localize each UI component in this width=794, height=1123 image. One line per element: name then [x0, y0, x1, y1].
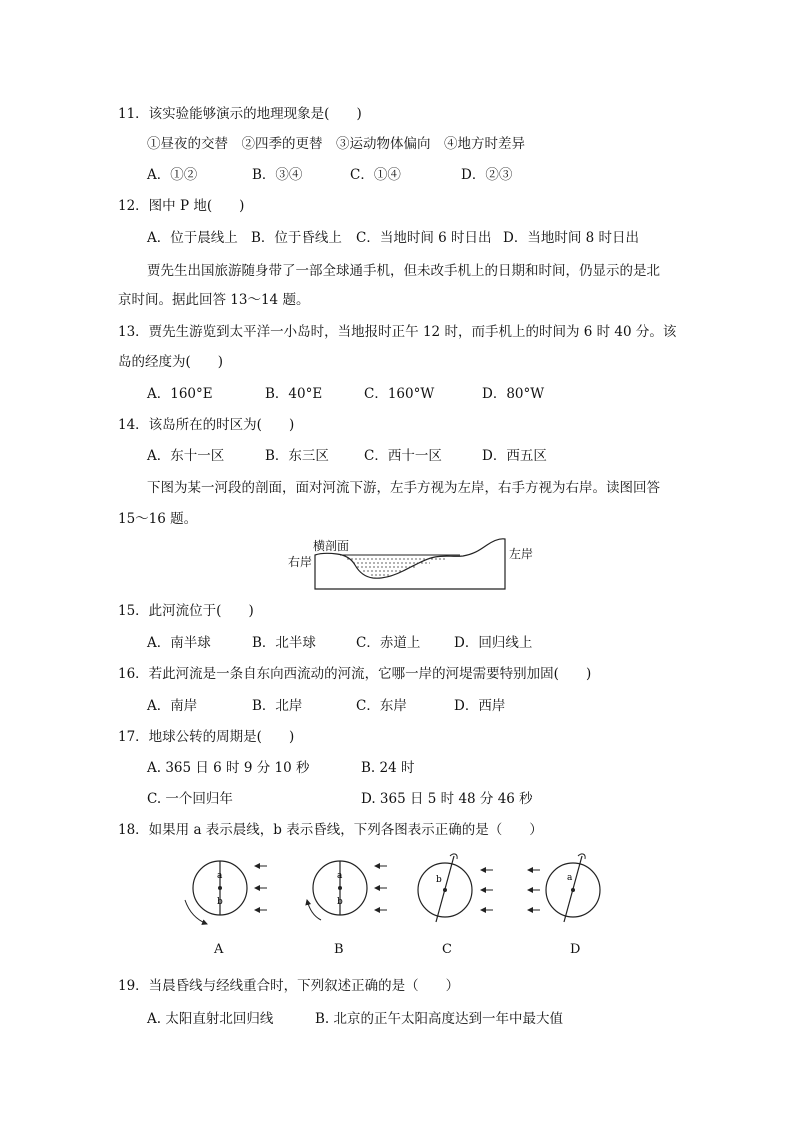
q13-option-c: C．160°W — [364, 386, 435, 402]
q13-option-b: B．40°E — [265, 386, 323, 402]
q15-option-c: C．赤道上 — [356, 635, 421, 651]
passage-15-16-line2: 15～16 题。 — [118, 511, 198, 527]
river-left-bank-label: 左岸 — [509, 547, 534, 561]
q12-stem: 12．图中 P 地( ) — [118, 198, 245, 214]
q15-stem: 15．此河流位于( ) — [118, 603, 254, 619]
q18-diagram-b — [307, 861, 387, 920]
q11-stem: 11．该实验能够演示的地理现象是( ) — [118, 106, 362, 122]
q14-option-c: C．西十一区 — [364, 448, 442, 464]
q15-option-b: B．北半球 — [252, 635, 316, 651]
passage-15-16-line1: 下图为某一河段的剖面，面对河流下游，左手方视为左岸，右手方视为右岸。读图回答 — [147, 480, 660, 496]
q16-option-b: B．北岸 — [252, 698, 303, 714]
q13-stem-line1: 13．贾先生游览到太平洋一小岛时，当地报时正午 12 时，而手机上的时间为 6 时 40 分。该 — [118, 324, 677, 340]
svg-text:a: a — [337, 871, 343, 881]
q18-label-a: A — [214, 942, 224, 957]
q14-stem: 14．该岛所在的时区为( ) — [118, 417, 295, 433]
q18-diagram-group — [175, 850, 615, 965]
q11-option-b: B．③④ — [252, 167, 303, 183]
q17-option-a: A. 365 日 6 时 9 分 10 秒 — [147, 760, 310, 776]
q17-stem: 17．地球公转的周期是( ) — [118, 729, 295, 745]
q19-option-b: B. 北京的正午太阳高度达到一年中最大值 — [315, 1011, 564, 1027]
q14-option-a: A．东十一区 — [147, 448, 225, 464]
river-right-bank-label: 右岸 — [288, 555, 313, 569]
q16-option-d: D．西岸 — [454, 698, 506, 714]
q14-option-b: B．东三区 — [265, 448, 329, 464]
q12-option-b: B．位于昏线上 — [251, 230, 342, 246]
q12-option-a: A．位于晨线上 — [147, 230, 238, 246]
q13-stem-line2: 岛的经度为( ) — [118, 354, 224, 370]
q12-option-d: D．当地时间 8 时日出 — [503, 230, 639, 246]
q18-stem: 18．如果用 a 表示晨线，b 表示昏线，下列各图表示正确的是（ ） — [118, 822, 543, 838]
q18-diagram-a — [185, 861, 267, 924]
q18-diagram-c — [418, 854, 493, 922]
q16-option-c: C．东岸 — [356, 698, 407, 714]
q18-label-c: C — [442, 942, 452, 957]
q11-option-c: C．①④ — [350, 167, 401, 183]
q13-option-d: D．80°W — [482, 386, 545, 402]
svg-text:a: a — [217, 871, 223, 881]
q17-option-b: B. 24 时 — [361, 760, 415, 776]
q18-diagram-d — [528, 854, 600, 922]
q17-option-d: D. 365 日 5 时 48 分 46 秒 — [361, 791, 533, 807]
q11-option-a: A．①② — [147, 167, 198, 183]
q11-statements: ①昼夜的交替 ②四季的更替 ③运动物体偏向 ④地方时差异 — [147, 136, 525, 152]
q19-option-a: A. 太阳直射北回归线 — [147, 1011, 274, 1027]
passage-13-14-line1: 贾先生出国旅游随身带了一部全球通手机，但未改手机上的日期和时间，仍显示的是北 — [147, 263, 660, 279]
svg-text:b: b — [337, 897, 343, 907]
q19-stem: 19．当晨昏线与经线重合时，下列叙述正确的是（ ） — [118, 978, 460, 994]
svg-text:b: b — [217, 897, 223, 907]
q16-stem: 16．若此河流是一条自东向西流动的河流，它哪一岸的河堤需要特别加固( ) — [118, 666, 592, 682]
passage-13-14-line2: 京时间。据此回答 13～14 题。 — [118, 292, 310, 308]
q11-option-d: D．②③ — [461, 167, 513, 183]
q17-option-c: C. 一个回归年 — [147, 791, 233, 807]
river-cross-section-figure — [285, 535, 545, 595]
q15-option-d: D．回归线上 — [454, 635, 533, 651]
q14-option-d: D．西五区 — [482, 448, 547, 464]
q13-option-a: A．160°E — [147, 386, 213, 402]
q15-option-a: A．南半球 — [147, 635, 211, 651]
svg-text:a: a — [567, 873, 573, 883]
svg-text:b: b — [436, 875, 442, 885]
q12-option-c: C．当地时间 6 时日出 — [356, 230, 492, 246]
q18-label-b: B — [334, 942, 344, 957]
river-section-label: 横剖面 — [313, 539, 350, 553]
q18-label-d: D — [570, 942, 581, 957]
q16-option-a: A．南岸 — [147, 698, 198, 714]
